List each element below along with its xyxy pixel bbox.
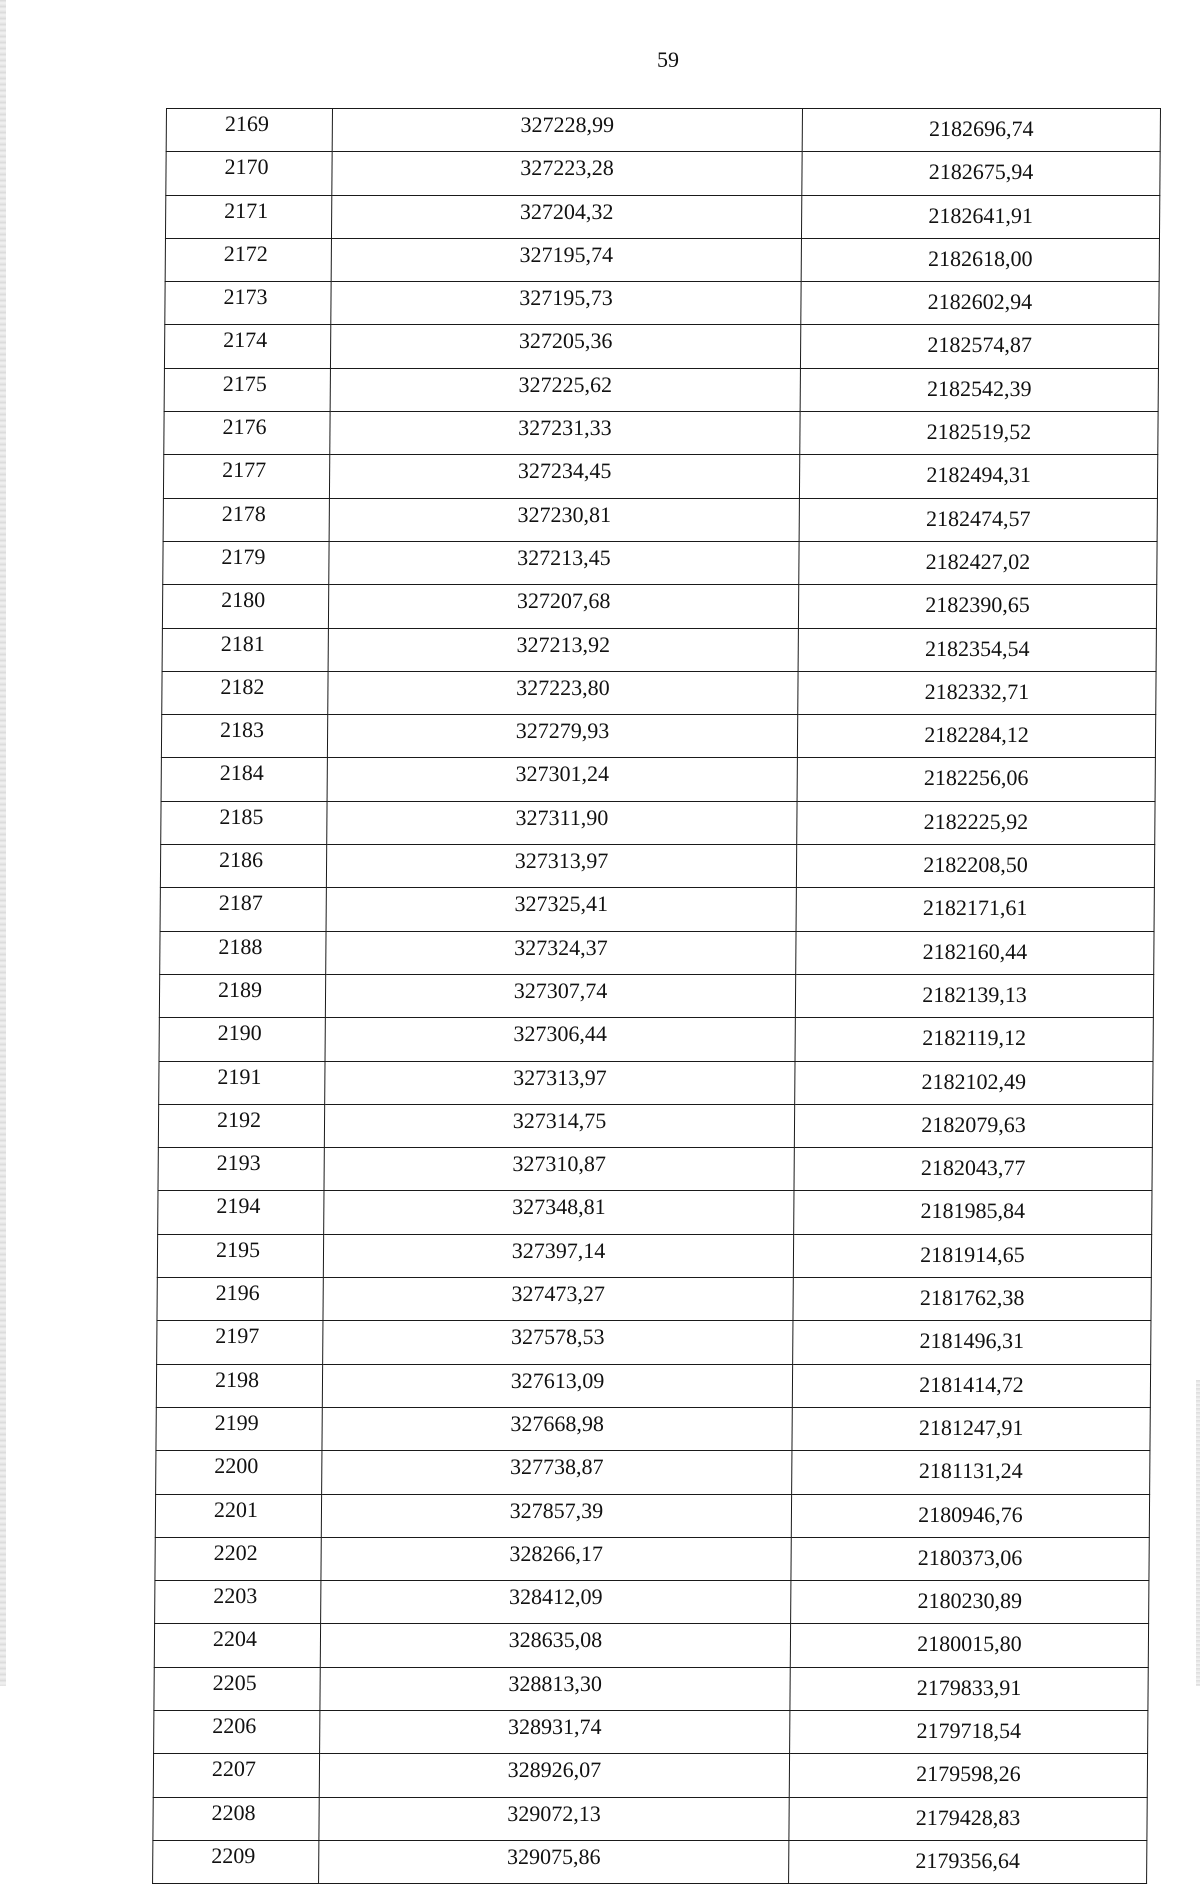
- table-row: [159, 1061, 1153, 1104]
- x-coordinate-cell: 327313,97: [325, 1061, 795, 1104]
- y-coordinate-cell: 2182641,91: [801, 195, 1159, 238]
- y-coordinate-cell: 2182284,12: [797, 715, 1155, 758]
- x-coordinate-cell: 327397,14: [323, 1234, 793, 1277]
- y-coordinate-cell: 2180230,89: [791, 1581, 1149, 1624]
- y-coordinate-cell: 2180373,06: [791, 1537, 1149, 1580]
- point-number-cell: 2202: [155, 1537, 321, 1580]
- point-number-cell: 2191: [159, 1061, 325, 1104]
- table-row: [160, 888, 1154, 931]
- y-coordinate-cell: 2182427,02: [799, 541, 1157, 584]
- table-row: [158, 1104, 1152, 1147]
- x-coordinate-cell: 327473,27: [323, 1278, 793, 1321]
- x-coordinate-cell: 328926,07: [319, 1754, 789, 1797]
- y-coordinate-cell: 2181985,84: [794, 1191, 1152, 1234]
- table-row: [164, 368, 1158, 411]
- point-number-cell: 2171: [165, 195, 331, 238]
- x-coordinate-cell: 328635,08: [320, 1624, 790, 1667]
- point-number-cell: 2199: [156, 1407, 322, 1450]
- coordinates-table-body: [153, 109, 1161, 1884]
- table-row: [159, 1018, 1153, 1061]
- y-coordinate-cell: 2181414,72: [792, 1364, 1150, 1407]
- x-coordinate-cell: 328813,30: [320, 1667, 790, 1710]
- x-coordinate-cell: 328266,17: [321, 1537, 791, 1580]
- point-number-cell: 2187: [160, 888, 326, 931]
- table-row: [155, 1581, 1149, 1624]
- x-coordinate-cell: 327213,45: [329, 541, 799, 584]
- point-number-cell: 2178: [163, 498, 329, 541]
- y-coordinate-cell: 2181762,38: [793, 1278, 1151, 1321]
- table-row: [162, 628, 1156, 671]
- point-number-cell: 2189: [159, 974, 325, 1017]
- table-row: [153, 1797, 1147, 1840]
- point-number-cell: 2174: [164, 325, 330, 368]
- y-coordinate-cell: 2182602,94: [801, 282, 1159, 325]
- page-number: 59: [657, 47, 679, 72]
- x-coordinate-cell: 327231,33: [330, 412, 800, 455]
- table-row: [157, 1278, 1151, 1321]
- x-coordinate-cell: 327668,98: [322, 1407, 792, 1450]
- x-coordinate-cell: 327279,93: [327, 715, 797, 758]
- point-number-cell: 2173: [165, 282, 331, 325]
- table-row: [162, 585, 1156, 628]
- y-coordinate-cell: 2182696,74: [802, 109, 1160, 152]
- y-coordinate-cell: 2180946,76: [791, 1494, 1149, 1537]
- y-coordinate-cell: 2182119,12: [795, 1018, 1153, 1061]
- y-coordinate-cell: 2182574,87: [800, 325, 1158, 368]
- y-coordinate-cell: 2182519,52: [800, 412, 1158, 455]
- table-row: [163, 498, 1157, 541]
- y-coordinate-cell: 2182171,61: [796, 888, 1154, 931]
- point-number-cell: 2208: [153, 1797, 319, 1840]
- point-number-cell: 2193: [158, 1148, 324, 1191]
- x-coordinate-cell: 327195,73: [331, 282, 801, 325]
- point-number-cell: 2195: [157, 1234, 323, 1277]
- point-number-cell: 2194: [158, 1191, 324, 1234]
- scan-edge-left: [0, 0, 6, 1686]
- y-coordinate-cell: 2181496,31: [793, 1321, 1151, 1364]
- table-row: [154, 1667, 1148, 1710]
- table-row: [164, 325, 1158, 368]
- x-coordinate-cell: 327223,80: [328, 671, 798, 714]
- x-coordinate-cell: 328412,09: [321, 1581, 791, 1624]
- point-number-cell: 2203: [155, 1581, 321, 1624]
- point-number-cell: 2201: [155, 1494, 321, 1537]
- table-row: [164, 412, 1158, 455]
- coordinates-table: [152, 108, 1161, 1884]
- table-row: [153, 1840, 1147, 1883]
- point-number-cell: 2188: [160, 931, 326, 974]
- point-number-cell: 2190: [159, 1018, 325, 1061]
- table-row: [153, 1754, 1147, 1797]
- y-coordinate-cell: 2181131,24: [792, 1451, 1150, 1494]
- x-coordinate-cell: 327204,32: [331, 195, 801, 238]
- table-row: [156, 1407, 1150, 1450]
- point-number-cell: 2198: [156, 1364, 322, 1407]
- x-coordinate-cell: 327234,45: [329, 455, 799, 498]
- table-row: [158, 1148, 1152, 1191]
- y-coordinate-cell: 2182208,50: [796, 845, 1154, 888]
- x-coordinate-cell: 327307,74: [325, 974, 795, 1017]
- table-row: [154, 1710, 1148, 1753]
- y-coordinate-cell: 2182079,63: [794, 1104, 1152, 1147]
- table-row: [157, 1321, 1151, 1364]
- x-coordinate-cell: 327578,53: [323, 1321, 793, 1364]
- x-coordinate-cell: 327225,62: [330, 368, 800, 411]
- x-coordinate-cell: 327314,75: [324, 1104, 794, 1147]
- table-row: [154, 1624, 1148, 1667]
- x-coordinate-cell: 327223,28: [332, 152, 802, 195]
- y-coordinate-cell: 2180015,80: [790, 1624, 1148, 1667]
- y-coordinate-cell: 2182354,54: [798, 628, 1156, 671]
- table-row: [165, 282, 1159, 325]
- x-coordinate-cell: 327348,81: [324, 1191, 794, 1234]
- table-row: [159, 974, 1153, 1017]
- point-number-cell: 2196: [157, 1278, 323, 1321]
- point-number-cell: 2192: [158, 1104, 324, 1147]
- table-row: [155, 1537, 1149, 1580]
- point-number-cell: 2184: [161, 758, 327, 801]
- y-coordinate-cell: 2182474,57: [799, 498, 1157, 541]
- point-number-cell: 2181: [162, 628, 328, 671]
- y-coordinate-cell: 2182160,44: [796, 931, 1154, 974]
- y-coordinate-cell: 2179598,26: [789, 1754, 1147, 1797]
- table-row: [157, 1234, 1151, 1277]
- x-coordinate-cell: 327301,24: [327, 758, 797, 801]
- y-coordinate-cell: 2182256,06: [797, 758, 1155, 801]
- y-coordinate-cell: 2182225,92: [797, 801, 1155, 844]
- point-number-cell: 2197: [157, 1321, 323, 1364]
- point-number-cell: 2204: [154, 1624, 320, 1667]
- table-row: [166, 152, 1160, 195]
- table-row: [156, 1451, 1150, 1494]
- x-coordinate-cell: 329072,13: [319, 1797, 789, 1840]
- point-number-cell: 2207: [153, 1754, 319, 1797]
- point-number-cell: 2169: [166, 109, 332, 152]
- y-coordinate-cell: 2182390,65: [798, 585, 1156, 628]
- x-coordinate-cell: 327325,41: [326, 888, 796, 931]
- y-coordinate-cell: 2179428,83: [789, 1797, 1147, 1840]
- point-number-cell: 2200: [156, 1451, 322, 1494]
- y-coordinate-cell: 2182043,77: [794, 1148, 1152, 1191]
- y-coordinate-cell: 2182332,71: [798, 671, 1156, 714]
- point-number-cell: 2183: [161, 715, 327, 758]
- x-coordinate-cell: 327324,37: [326, 931, 796, 974]
- y-coordinate-cell: 2182139,13: [795, 974, 1153, 1017]
- table-row: [161, 715, 1155, 758]
- x-coordinate-cell: 327213,92: [328, 628, 798, 671]
- y-coordinate-cell: 2182102,49: [795, 1061, 1153, 1104]
- table-row: [160, 931, 1154, 974]
- table-row: [161, 758, 1155, 801]
- table-row: [163, 541, 1157, 584]
- point-number-cell: 2186: [160, 845, 326, 888]
- y-coordinate-cell: 2179833,91: [790, 1667, 1148, 1710]
- x-coordinate-cell: 327311,90: [327, 801, 797, 844]
- table-row: [162, 671, 1156, 714]
- y-coordinate-cell: 2179356,64: [789, 1840, 1147, 1883]
- x-coordinate-cell: 329075,86: [319, 1840, 789, 1883]
- table-row: [166, 109, 1160, 152]
- point-number-cell: 2179: [163, 541, 329, 584]
- scan-edge-right: [1196, 1380, 1200, 1686]
- table-row: [160, 845, 1154, 888]
- table-row: [156, 1364, 1150, 1407]
- y-coordinate-cell: 2181914,65: [793, 1234, 1151, 1277]
- point-number-cell: 2180: [162, 585, 328, 628]
- point-number-cell: 2170: [166, 152, 332, 195]
- y-coordinate-cell: 2182542,39: [800, 368, 1158, 411]
- y-coordinate-cell: 2181247,91: [792, 1407, 1150, 1450]
- point-number-cell: 2177: [163, 455, 329, 498]
- table-row: [155, 1494, 1149, 1537]
- x-coordinate-cell: 327857,39: [321, 1494, 791, 1537]
- point-number-cell: 2176: [164, 412, 330, 455]
- x-coordinate-cell: 327306,44: [325, 1018, 795, 1061]
- x-coordinate-cell: 327313,97: [326, 845, 796, 888]
- point-number-cell: 2205: [154, 1667, 320, 1710]
- x-coordinate-cell: 327738,87: [322, 1451, 792, 1494]
- point-number-cell: 2172: [165, 238, 331, 281]
- table-row: [161, 801, 1155, 844]
- table-row: [158, 1191, 1152, 1234]
- x-coordinate-cell: 327195,74: [331, 238, 801, 281]
- table-row: [165, 195, 1159, 238]
- x-coordinate-cell: 327228,99: [332, 109, 802, 152]
- point-number-cell: 2175: [164, 368, 330, 411]
- y-coordinate-cell: 2179718,54: [790, 1710, 1148, 1753]
- point-number-cell: 2182: [162, 671, 328, 714]
- y-coordinate-cell: 2182675,94: [802, 152, 1160, 195]
- table-row: [163, 455, 1157, 498]
- x-coordinate-cell: 328931,74: [320, 1710, 790, 1753]
- point-number-cell: 2206: [154, 1710, 320, 1753]
- y-coordinate-cell: 2182494,31: [799, 455, 1157, 498]
- y-coordinate-cell: 2182618,00: [801, 238, 1159, 281]
- table-row: [165, 238, 1159, 281]
- x-coordinate-cell: 327207,68: [328, 585, 798, 628]
- point-number-cell: 2185: [161, 801, 327, 844]
- x-coordinate-cell: 327613,09: [322, 1364, 792, 1407]
- x-coordinate-cell: 327310,87: [324, 1148, 794, 1191]
- x-coordinate-cell: 327230,81: [329, 498, 799, 541]
- x-coordinate-cell: 327205,36: [330, 325, 800, 368]
- point-number-cell: 2209: [153, 1840, 319, 1883]
